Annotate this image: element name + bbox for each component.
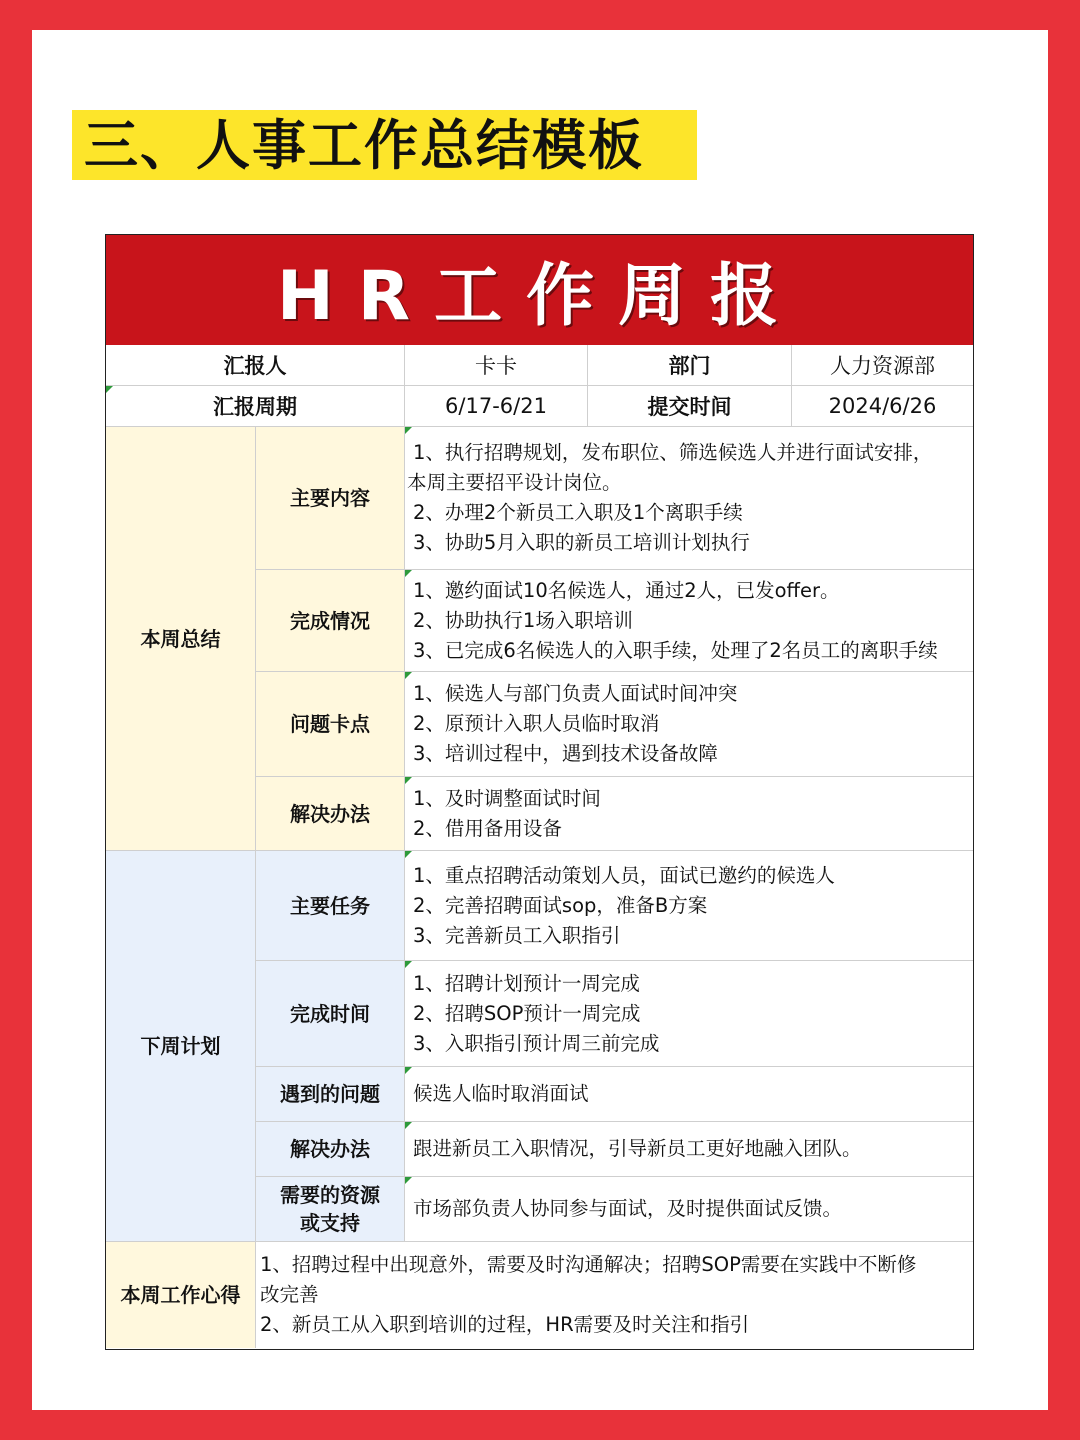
next-week-tasks bbox=[405, 851, 973, 961]
content-line: 1、招聘计划预计一周完成 bbox=[413, 971, 640, 995]
next-week-deadline-label: 完成时间 bbox=[256, 961, 405, 1067]
content-line: 本周主要招平设计岗位。 bbox=[407, 471, 622, 494]
next-week-deadline bbox=[405, 961, 973, 1067]
section-heading bbox=[72, 110, 697, 180]
content-line: 1、邀约面试10名候选人，通过2人，已发offer。 bbox=[413, 578, 840, 602]
content-line: 2、完善招聘面试sop，准备B方案 bbox=[413, 893, 708, 917]
content-line: 3、完善新员工入职指引 bbox=[413, 923, 621, 947]
next-week-solutions-label: 解决办法 bbox=[256, 1122, 405, 1177]
content-line: 3、协助5月入职的新员工培训计划执行 bbox=[413, 531, 750, 554]
content-line: 1、候选人与部门负责人面试时间冲突 bbox=[413, 682, 738, 705]
content-line: 3、已完成6名候选人的入职手续，处理了2名员工的离职手续 bbox=[413, 638, 938, 662]
next-week-resources-label: 需要的资源 或支持 bbox=[256, 1177, 405, 1242]
this-week-main-content-label: 主要内容 bbox=[256, 427, 405, 570]
content-line: 市场部负责人协同参与面试，及时提供面试反馈。 bbox=[413, 1197, 843, 1220]
this-week-issues-label: 问题卡点 bbox=[256, 672, 405, 777]
content-line: 1、及时调整面试时间 bbox=[413, 786, 601, 810]
insight-content bbox=[256, 1242, 973, 1348]
content-line: 1、招聘过程中出现意外，需要及时沟通解决；招聘SOP需要在实践中不断修 bbox=[260, 1253, 917, 1276]
next-week-problems bbox=[405, 1067, 973, 1122]
content-line: 候选人临时取消面试 bbox=[413, 1082, 589, 1105]
reporter-value: 卡卡 bbox=[405, 345, 588, 386]
period-label: 汇报周期 bbox=[106, 386, 405, 427]
submit-value: 2024/6/26 bbox=[792, 386, 973, 427]
reporter-label: 汇报人 bbox=[106, 345, 405, 386]
this-week-progress bbox=[405, 570, 973, 672]
submit-label: 提交时间 bbox=[588, 386, 792, 427]
period-value: 6/17-6/21 bbox=[405, 386, 588, 427]
this-week-main-content bbox=[405, 427, 973, 570]
this-week-label: 本周总结 bbox=[106, 427, 256, 851]
report-banner: HR工作周报 bbox=[106, 235, 973, 345]
next-week-tasks-label: 主要任务 bbox=[256, 851, 405, 961]
next-week-solutions bbox=[405, 1122, 973, 1177]
content-line: 改完善 bbox=[260, 1283, 319, 1306]
hr-weekly-report bbox=[105, 234, 974, 1350]
next-week-label: 下周计划 bbox=[106, 851, 256, 1242]
content-line: 3、入职指引预计周三前完成 bbox=[413, 1031, 660, 1055]
content-line: 1、执行招聘规划，发布职位、筛选候选人并进行面试安排， bbox=[413, 441, 933, 464]
section-heading-text: 三、人事工作总结模板 bbox=[84, 114, 644, 177]
content-line: 2、原预计入职人员临时取消 bbox=[413, 712, 660, 735]
dept-label: 部门 bbox=[588, 345, 792, 386]
content-line: 2、办理2个新员工入职及1个离职手续 bbox=[413, 501, 743, 524]
next-week-resources bbox=[405, 1177, 973, 1242]
content-line: 2、协助执行1场入职培训 bbox=[413, 608, 633, 632]
content-line: 3、培训过程中，遇到技术设备故障 bbox=[413, 742, 718, 765]
this-week-solutions-label: 解决办法 bbox=[256, 777, 405, 851]
this-week-issues bbox=[405, 672, 973, 777]
content-line: 1、重点招聘活动策划人员，面试已邀约的候选人 bbox=[413, 863, 835, 887]
content-line: 2、招聘SOP预计一周完成 bbox=[413, 1001, 641, 1025]
this-week-solutions bbox=[405, 777, 973, 851]
insight-label: 本周工作心得 bbox=[106, 1242, 256, 1348]
dept-value: 人力资源部 bbox=[792, 345, 973, 386]
content-line: 2、新员工从入职到培训的过程，HR需要及时关注和指引 bbox=[260, 1313, 750, 1336]
content-line: 2、借用备用设备 bbox=[413, 816, 562, 840]
content-line: 跟进新员工入职情况，引导新员工更好地融入团队。 bbox=[413, 1137, 862, 1160]
next-week-problems-label: 遇到的问题 bbox=[256, 1067, 405, 1122]
this-week-progress-label: 完成情况 bbox=[256, 570, 405, 672]
